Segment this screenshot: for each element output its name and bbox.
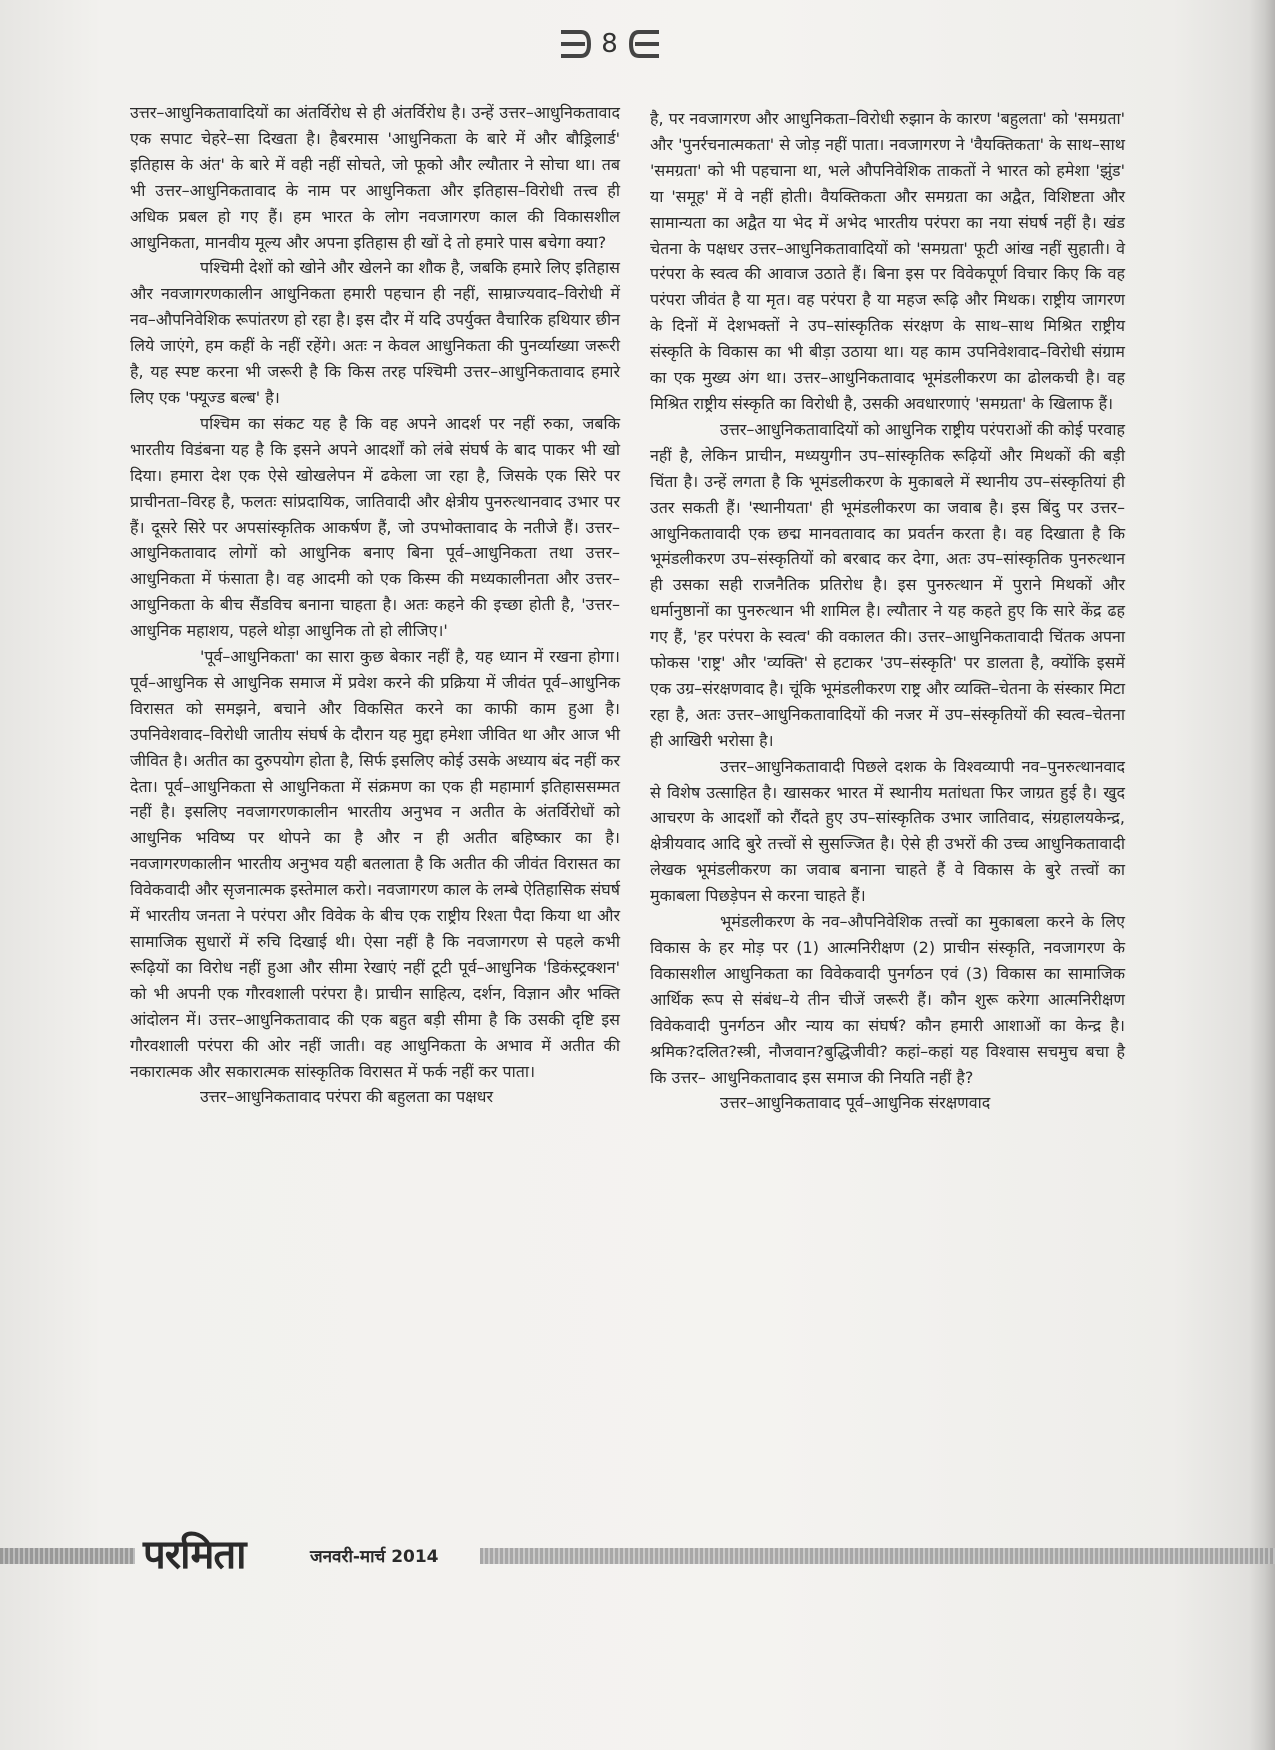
right-bracket-ornament-icon [627,22,661,66]
left-paragraph-2: पश्चिमी देशों को खोने और खेलने का शौक है, जबकि हमारे लिए इतिहास और नवजागरणकालीन आधुनिकता हमारी पहचान ही नहीं, साम्राज्यवाद–विरोधी में नव–औपनिवेशिक रूपांतरण हो रहा है। इस दौर में यदि उपर्युक्त वैचारिक हथियार छीन लिये जाएंगे, हम कहीं के नहीं रहेंगे। अतः न केवल आधुनिकता की पुनर्व्याख्या जरूरी है, यह स्पष्ट करना भी जरूरी है कि किस तरह पश्चिमी उत्तर–आधुनिकतावाद हमारे लिए एक 'फ्यूज्ड बल्ब' है। [130,258,620,407]
right-paragraph-1: है, पर नवजागरण और आधुनिकता–विरोधी रुझान के कारण 'बहुलता' को 'समग्रता' और 'पुनर्रचनात्मकता' से जोड़ नहीं पाता। नवजागरण ने 'वैयक्तिकता' के साथ–साथ 'समग्रता' को भी पहचाना था, भले औपनिवेशिक ताकतों ने भारत को हमेशा 'झुंड' या 'समूह' में वे नहीं होती। वैयक्तिकता और समग्रता का अद्वैत, विशिष्टता और सामान्यता का अद्वैत या भेद में अभेद भारतीय परंपरा का नया संघर्ष नहीं है। खंड चेतना के पक्षधर उत्तर–आधुनिकतावादियों को 'समग्रता' फूटी आंख नहीं सुहाती। वे परंपरा के स्वत्व की आवाज उठाते हैं। बिना इस पर विवेकपूर्ण विचार किए कि वह परंपरा जीवंत है या मृत। वह परंपरा है या महज रूढ़ि और मिथक। राष्ट्रीय जागरण के दिनों में देशभक्तों ने उप–सांस्कृतिक संरक्षण के साथ–साथ मिश्रित राष्ट्रीय संस्कृति के विकास का भी बीड़ा उठाया था। यह काम उपनिवेशवाद–विरोधी संग्राम का एक मुख्य अंग था। उत्तर–आधुनिकतावाद भूमंडलीकरण का ढोलकची है। वह मिश्रित राष्ट्रीय संस्कृति का विरोधी है, उसकी अवधारणाएं 'समग्रता' के खिलाफ हैं। [650,109,1125,413]
left-paragraph-1: उत्तर–आधुनिकतावादियों का अंतर्विरोध से ही अंतर्विरोध है। उन्हें उत्तर–आधुनिकतावाद एक सपाट चेहरे–सा दिखता है। हैबरमास 'आधुनिकता के बारे में और बौड्रिलार्ड' इतिहास के अंत' के बारे में वही नहीं सोचते, जो फूको और ल्यौतार ने सोचा था। तब भी उत्तर–आधुनिकतावाद के नाम पर आधुनिकता और इतिहास–विरोधी तत्त्व ही अधिक प्रबल हो गए हैं। हम भारत के लोग नवजागरण काल की विकासशील आधुनिकता, मानवीय मूल्य और अपना इतिहास ही खों दे तो हमारे पास बचेगा क्या? [130,103,620,252]
left-bracket-ornament-icon [559,22,593,66]
footer-band-left [0,1548,135,1564]
right-paragraph-5: उत्तर–आधुनिकतावाद पूर्व–आधुनिक संरक्षणवाद [720,1093,991,1113]
right-text-column [650,106,1125,1116]
page-spine-shadow [1249,0,1275,1750]
right-paragraph-2: उत्तर–आधुनिकतावादियों को आधुनिक राष्ट्रीय परंपराओं की कोई परवाह नहीं है, लेकिन प्राचीन, मध्ययुगीन उप–सांस्कृतिक रूढ़ियों और मिथकों की बड़ी चिंता है। उन्हें लगता है कि भूमंडलीकरण के मुकाबले में स्थानीय उप–संस्कृतियां ही उतर सकती हैं। 'स्थानीयता' ही भूमंडलीकरण का जवाब है। इस बिंदु पर उत्तर–आधुनिकतावादी एक छद्म मानवतावाद का प्रवर्तन करता है। वह दिखाता है कि भूमंडलीकरण उप–संस्कृतियों को बरबाद कर देगा, अतः उप–सांस्कृतिक पुनरुत्थान ही उसका सही राजनैतिक प्रतिरोध है। इस पुनरुत्थान में पुराने मिथकों और धर्मानुष्ठानों का पुनरुत्थान भी शामिल है। ल्यौतार ने यह कहते हुए कि सारे केंद्र ढह गए हैं, 'हर परंपरा के स्वत्व' की वकालत की। उत्तर–आधुनिकतावादी चिंतक अपना फोकस 'राष्ट्र' और 'व्यक्ति' से हटाकर 'उप–संस्कृति' पर डालता है, क्योंकि इसमें एक उग्र–संरक्षणवाद है। चूंकि भूमंडलीकरण राष्ट्र और व्यक्ति–चेतना के संस्कार मिटा रहा है, अतः उत्तर–आधुनिकतावादियों की नजर में उप–संस्कृतियों की स्वत्व–चेतना ही आखिरी भरोसा है। [650,419,1125,750]
left-paragraph-4: 'पूर्व–आधुनिकता' का सारा कुछ बेकार नहीं है, यह ध्यान में रखना होगा। पूर्व–आधुनिक से आधुनिक समाज में प्रवेश करने की प्रक्रिया में जीवंत पूर्व–आधुनिक विरासत को समझने, बचाने और विकसित करने का काफी काम हुआ है। उपनिवेशवाद–विरोधी जातीय संघर्ष के दौरान यह मुद्दा हमेशा जीवित था और आज भी जीवित है। अतीत का दुरुपयोग होता है, सिर्फ इसलिए कोई उसके अध्याय बंद नहीं कर देता। पूर्व–आधुनिकता से आधुनिकता में संक्रमण का एक ही महामार्ग इतिहाससम्मत नहीं है। इसलिए नवजागरणकालीन भारतीय अनुभव न अतीत के अंतर्विरोधों को आधुनिक भविष्य पर थोपने का है और न ही अतीत बहिष्कार का है। नवजागरणकालीन भारतीय अनुभव यही बतलाता है कि अतीत की जीवंत विरासत का विवेकवादी और सृजनात्मक इस्तेमाल करो। नवजागरण काल के लम्बे ऐतिहासिक संघर्ष में भारतीय जनता ने परंपरा और विवेक के बीच एक राष्ट्रीय रिश्ता पैदा किया था और सामाजिक सुधारों में रुचि दिखाई थी। ऐसा नहीं है कि नवजागरण से पहले कभी रूढ़ियों का विरोध नहीं हुआ और सीमा रेखाएं नहीं टूटी पूर्व–आधुनिक 'डिकंस्ट्रक्शन' को भी अपनी एक गौरवशाली परंपरा है। प्राचीन साहित्य, दर्शन, विज्ञान और भक्ति आंदोलन में। उत्तर–आधुनिकतावाद की एक बहुत बड़ी सीमा है कि उसकी दृष्टि इस गौरवशाली परंपरा की ओर नहीं जाती। वह आधुनिकता के अभाव में अतीत की नकारात्मक और सकारात्मक सांस्कृतिक विरासत में फर्क नहीं कर पाता। [130,647,620,1081]
page-number-header [540,14,680,74]
issue-date: जनवरी-मार्च 2014 [310,1547,439,1567]
page-footer [0,1530,1275,1590]
left-paragraph-5: उत्तर–आधुनिकतावाद परंपरा की बहुलता का पक्षधर [200,1087,494,1107]
magazine-logo: परमिता [143,1532,246,1578]
right-paragraph-3: उत्तर–आधुनिकतावादी पिछले दशक के विश्वव्यापी नव–पुनरुत्थानवाद से विशेष उत्साहित है। खासकर भारत में स्थानीय मतांधता फिर जाग्रत हुई है। खुद आचरण के आदर्शों को रौंदते हुए उप–सांस्कृतिक उभार जातिवाद, संग्रहालयकेन्द्र, क्षेत्रीयवाद आदि बुरे तत्त्वों से सुसज्जित है। ऐसे ही उभरों की उच्च आधुनिकतावादी लेखक भूमंडलीकरण का जवाब बनाना चाहते हैं वे विकास के बुरे तत्त्वों का मुकाबला पिछड़ेपन से करना चाहते हैं। [650,756,1125,906]
left-paragraph-3: पश्चिम का संकट यह है कि वह अपने आदर्श पर नहीं रुका, जबकि भारतीय विडंबना यह है कि इसने अपने आदर्शों को लंबे संघर्ष के बाद पाकर भी खो दिया। हमारा देश एक ऐसे खोखलेपन में ढकेला जा रहा है, जिसके एक सिरे पर प्राचीनता–विरह है, फलतः सांप्रदायिक, जातिवादी और क्षेत्रीय पुनरुत्थानवाद उभार पर हैं। दूसरे सिरे पर अपसांस्कृतिक आकर्षण हैं, जो उपभोक्तावाद के नतीजे हैं। उत्तर–आधुनिकतावाद लोगों को आधुनिक बनाए बिना पूर्व–आधुनिकता तथा उत्तर–आधुनिकता में फंसाता है। वह आदमी को एक किस्म की मध्यकालीनता और उत्तर–आधुनिकता के बीच सैंडविच बनाना चाहता है। अतः कहने की इच्छा होती है, 'उत्तर–आधुनिक महाशय, पहले थोड़ा आधुनिक तो हो लीजिए।' [130,413,620,641]
footer-band-right [480,1548,1275,1564]
page-number: 8 [601,29,619,59]
left-text-column [130,100,620,1110]
right-paragraph-4: भूमंडलीकरण के नव–औपनिवेशिक तत्त्वों का मुकाबला करने के लिए विकास के हर मोड़ पर (1) आत्मनिरीक्षण (2) प्राचीन संस्कृति, नवजागरण के विकासशील आधुनिकता का विवेकवादी पुनर्गठन एवं (3) विकास का सामाजिक आर्थिक रूप से संबंध–ये तीन चीजें जरूरी हैं। कौन शुरू करेगा आत्मनिरीक्षण विवेकवादी पुनर्गठन और न्याय का संघर्ष? कौन हमारी आशाओं का केन्द्र है। श्रमिक?दलित?स्त्री, नौजवान?बुद्धिजीवी? कहां–कहां यह विश्वास सचमुच बचा है कि उत्तर– आधुनिकतावाद इस समाज की नियति नहीं है? [650,912,1125,1087]
